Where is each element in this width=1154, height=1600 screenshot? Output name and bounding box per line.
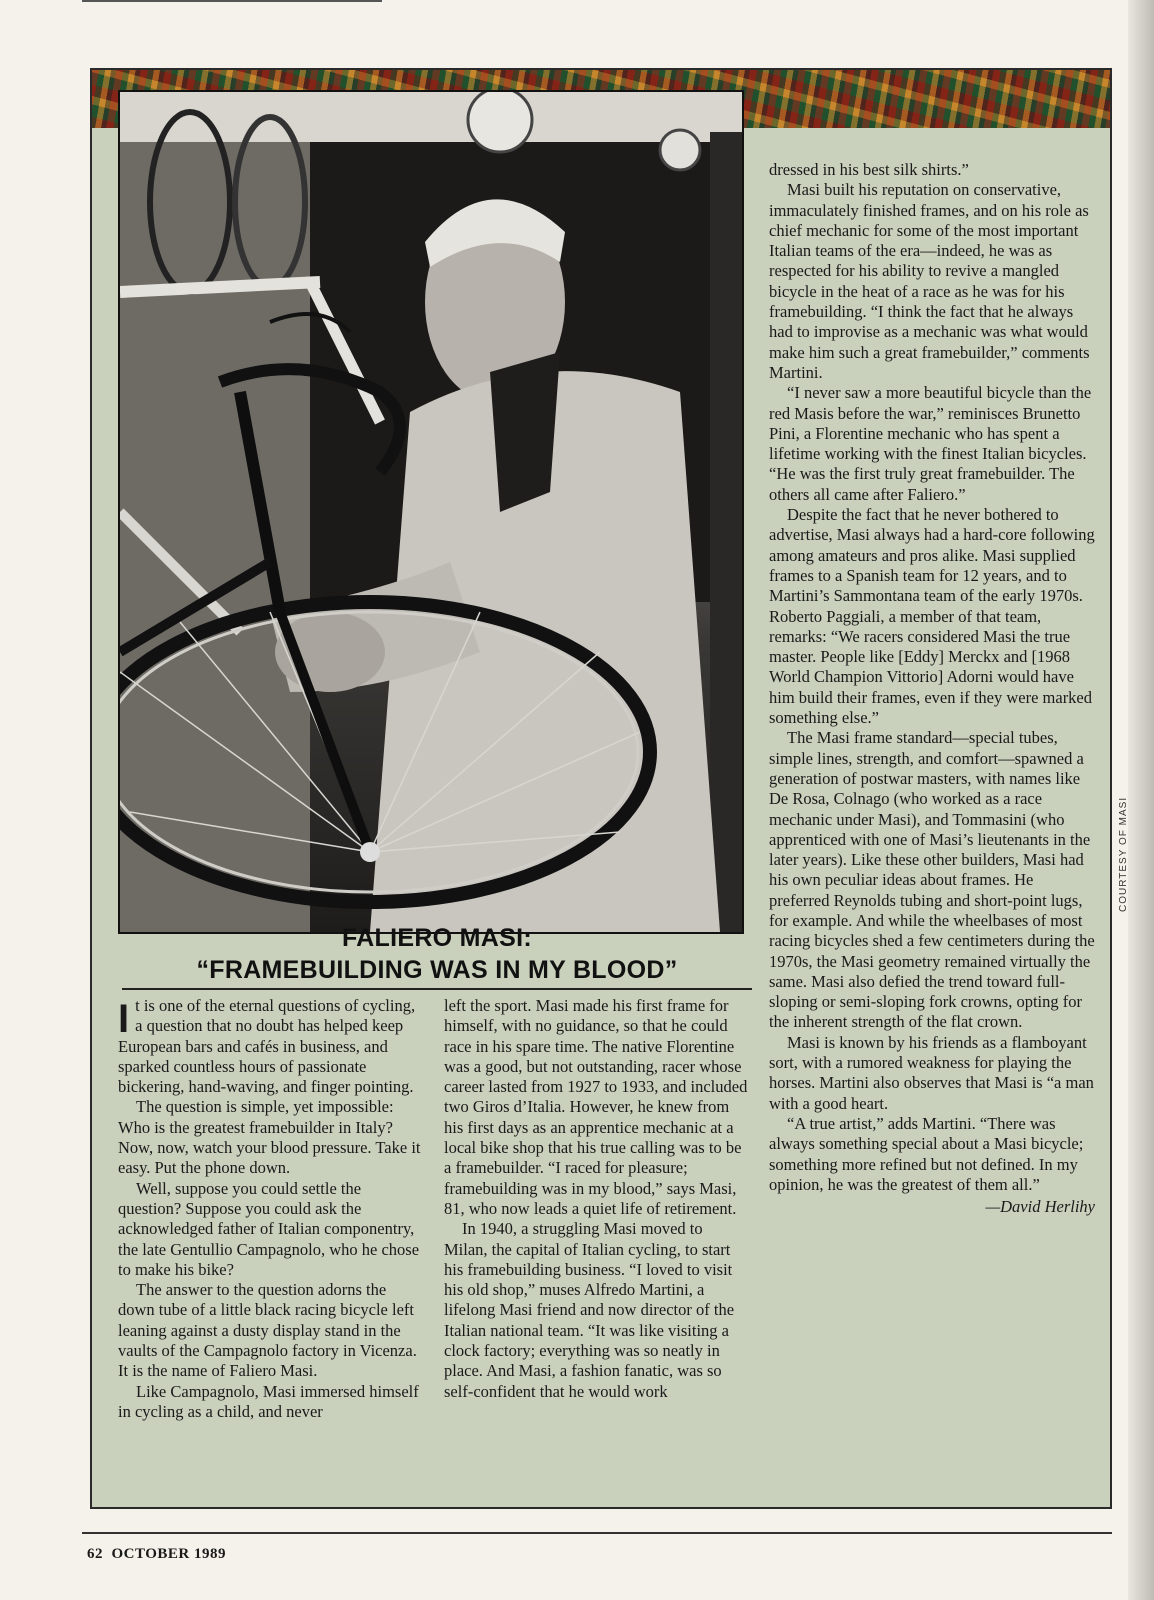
article-paragraph: left the sport. Masi made his first frame for himself, with no guidance, so that he could race in his spare time. The native Florentine was a good, but not outstanding, racer whose career lasted from 1927 to 1933, and included two Giros d’Italia. However, he knew from his first days as an apprentice mechanic at a local bike shop that his true calling was to be a framebuilder. “I raced for pleasure; framebuilding was in my blood,” says Masi, 81, who now leads a quiet life of retirement. (444, 996, 748, 1218)
folio-rule (82, 1532, 1112, 1534)
article-column-1 (118, 996, 422, 1422)
article-column-3 (769, 160, 1095, 1217)
article-paragraph: Well, suppose you could settle the question? Suppose you could ask the acknowledged father of Italian componentry, the late Gentullio Campagnolo, who he chose to make his bike? (118, 1178, 420, 1279)
byline: —David Herlihy (985, 1197, 1095, 1217)
headline-rule (122, 988, 752, 990)
article-paragraph: The question is simple, yet impossible: Who is the greatest framebuilder in Italy? Now, now, watch your blood pressure. Take it easy. Put the phone down. (118, 1097, 421, 1178)
drop-cap: I (118, 997, 130, 1041)
top-rule (82, 0, 382, 2)
article-paragraph: In 1940, a struggling Masi moved to Milan, the capital of Italian cycling, to start his framebuilding business. “I loved to visit his old shop,” muses Alfredo Martini, a lifelong Masi friend and now director of the Italian national team. “It was like visiting a clock factory; everything was so neatly in place. And Masi, a fashion fanatic, was so self-confident that he would work (444, 1219, 735, 1401)
article-paragraph: Like Campagnolo, Masi immersed himself in cycling as a child, and never (118, 1381, 419, 1421)
article-paragraph: “I never saw a more beautiful bicycle than the red Masis before the war,” reminisces Brunetto Pini, a Florentine mechanic who has spent a lifetime working with the finest Italian bicycles. “He was the first truly great framebuilder. The others all came after Faliero.” (769, 383, 1092, 504)
page-edge (1128, 0, 1154, 1600)
headline (122, 922, 752, 986)
article-paragraph: The Masi frame standard—special tubes, simple lines, strength, and comfort—spawned a generation of postwar masters, with names like De Rosa, Colnago (who worked as a race mechanic under Masi), and Tommasini (who apprenticed with one of Masi’s lieutenants in the later years). Like these other builders, Masi had his own peculiar ideas about frames. He preferred Reynolds tubing and short-point lugs, for example. And while the wheelbases of most racing bicycles shed a few centimeters during the 1970s, the Masi geometry remained virtually the same. Masi also defied the trend toward full-sloping or semi-sloping fork crowns, opting for the inherent strength of the flat crown. (769, 728, 1095, 1032)
issue-date: OCTOBER 1989 (111, 1546, 226, 1562)
article-photo (118, 90, 744, 934)
photo-illustration (120, 92, 742, 932)
page-number: 62 (87, 1546, 103, 1562)
article-paragraph: Masi is known by his friends as a flamboyant sort, with a rumored weakness for playing the horses. Martini also observes that Masi is “a man with a good heart. (769, 1032, 1094, 1113)
article-paragraph: “A true artist,” adds Martini. “There was always something special about a Masi bicycle; something more refined but not defined. In my opinion, he was the greatest of them all.” (769, 1113, 1084, 1194)
article-paragraph: dressed in his best silk shirts.” (769, 160, 969, 179)
folio (87, 1546, 226, 1563)
headline-line1: FALIERO MASI: (341, 924, 532, 952)
article-paragraph: It is one of the eternal questions of cycling, a question that no doubt has helped keep European bars and cafés in business, and sparked countless hours of passionate bickering, hand-waving, and finger pointing. (118, 996, 416, 1097)
article-panel (90, 68, 1112, 1509)
article-paragraph: Despite the fact that he never bothered to advertise, Masi always had a hard-core following among amateurs and pros alike. Masi supplied frames to a Spanish team for 12 years, and to Martini’s Sammontana team of the early 1970s. Roberto Paggiali, a member of that team, remarks: “We racers considered Masi the true master. People like [Eddy] Merckx and [1968 World Champion Vittorio] Adorni would have him build their frames, even if they were marked something else.” (769, 505, 1095, 728)
photo-credit: COURTESY OF MASI (1118, 796, 1129, 912)
article-paragraph: Masi built his reputation on conservative, immaculately finished frames, and on his role as chief mechanic for some of the most important Italian teams of the era—indeed, he was as respected for his ability to revive a mangled bicycle in the heat of a race as he was for his framebuilding. “I think the fact that he always had to improvise as a mechanic was what would make him such a great framebuilder,” comments Martini. (769, 180, 1090, 382)
article-paragraph: The answer to the question adorns the down tube of a little black racing bicycle left leaning against a dusty display stand in the vaults of the Campagnolo factory in Vicenza. It is the name of Faliero Masi. (118, 1280, 417, 1381)
headline-line2: “FRAMEBUILDING WAS IN MY BLOOD” (196, 956, 678, 984)
article-column-2 (444, 996, 750, 1402)
